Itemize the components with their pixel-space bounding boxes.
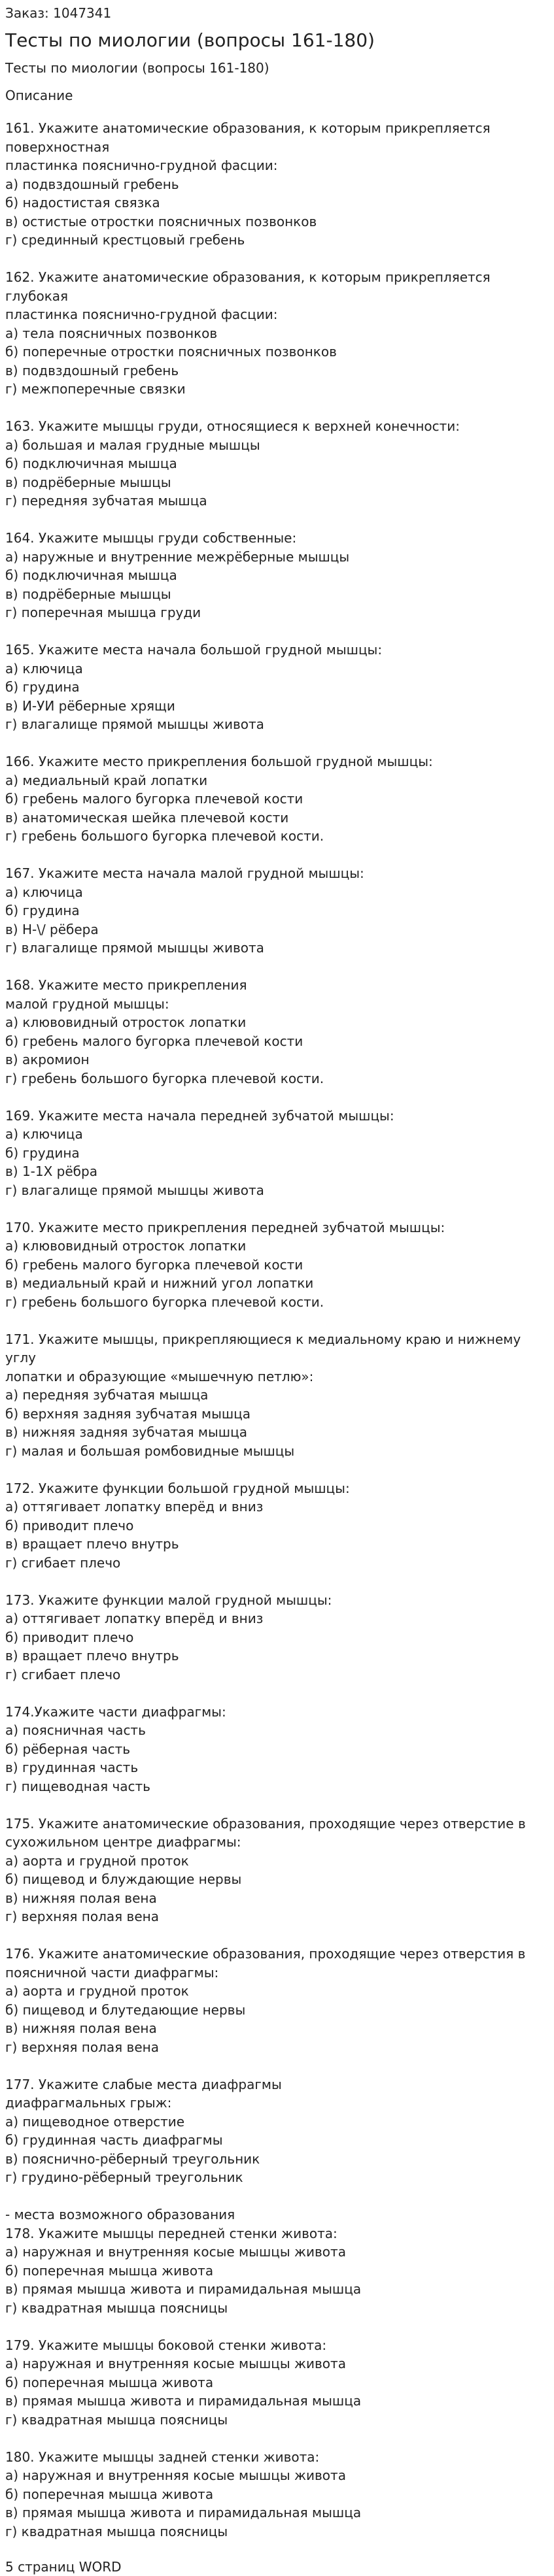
- description-heading: Описание: [5, 88, 73, 103]
- page-title: Тесты по миологии (вопросы 161-180): [5, 29, 375, 51]
- page-count-note: 5 страниц WORD: [5, 2559, 122, 2575]
- order-number: Заказ: 1047341: [5, 5, 112, 21]
- questions-text: 161. Укажите анатомические образования, к которым прикрепляется поверхностная пластинка пояснично-грудной фасции: а) подвздошный гребень б) надостистая связка в) остистые отростки поясничных позвонков г) срединный крестцовый гребень 162. Укажите анатомические образования, к которым прикрепляется глубокая пластинка пояснично-грудной фасции: а) тела поясничных позвонков б) поперечные отростки поясничных позвонков в) подвздошный гребень г) межпоперечные связки 163. Укажите мышцы груди, относящиеся к верхней конечности: а) большая и малая грудные мышцы б) подключичная мышца в) подрёберные мышцы г) передняя зубчатая мышца 164. Укажите мышцы груди собственные: а) наружные и внутренние межрёберные мышцы б) подключичная мышца в) подрёберные мышцы г) поперечная мышца груди 165. Укажите места начала большой грудной мышцы: а) ключица б) грудина в) И-УИ рёберные хрящи г) влагалище прямой мышцы живота 166. Укажите место прикрепления большой грудной мышцы: а) медиальный край лопатки б) гребень малого бугорка плечевой кости в) анатомическая шейка плечевой кости г) гребень большого бугорка плечевой кости. 167. Укажите места начала малой грудной мышцы: а) ключица б) грудина в) Н-\/ рёбера г) влагалище прямой мышцы живота 168. Укажите место прикрепления малой грудной мышцы: а) клювовидный отросток лопатки б) гребень малого бугорка плечевой кости в) акромион г) гребень большого бугорка плечевой кости. 169. Укажите места начала передней зубчатой мышцы: а) ключица б) грудина в) 1-1Х рёбра г) влагалище прямой мышцы живота 170. Укажите место прикрепления передней зубчатой мышцы: а) клювовидный отросток лопатки б) гребень малого бугорка плечевой кости в) медиальный край и нижний угол лопатки г) гребень большого бугорка плечевой кости. 171. Укажите мышцы, прикрепляющиеся к медиальному краю и нижнему углу лопатки и образующие «мышечную петлю»: а) передняя зубчатая мышца б) верхняя задняя зубчатая мышца в) нижняя задняя зубчатая мышца г) малая и большая ромбовидные мышцы 172. Укажите функции большой грудной мышцы: а) оттягивает лопатку вперёд и вниз б) приводит плечо в) вращает плечо внутрь г) сгибает плечо 173. Укажите функции малой грудной мышцы: а) оттягивает лопатку вперёд и вниз б) приводит плечо в) вращает плечо внутрь г) сгибает плечо 174.Укажите части диафрагмы: а) поясничная часть б) рёберная часть в) грудинная часть г) пищеводная часть 175. Укажите анатомические образования, проходящие через отверстие в сухожильном центре диафрагмы: а) аорта и грудной проток б) пищевод и блуждающие нервы в) нижняя полая вена г) верхняя полая вена 176. Укажите анатомические образования, проходящие через отверстия в поясничной части диафрагмы: а) аорта и грудной проток б) пищевод и блутедающие нервы в) нижняя полая вена г) верхняя полая вена 177. Укажите слабые места диафрагмы диафрагмальных грыж: а) пищеводное отверстие б) грудинная часть диафрагмы в) пояснично-рёберный треугольник г) грудино-рёберный треугольник - места возможного образования 178. Укажите мышцы передней стенки живота: а) наружная и внутренняя косые мышцы живота б) поперечная мышца живота в) прямая мышца живота и пирамидальная мышца г) квадратная мышца поясницы 179. Укажите мышцы боковой стенки живота: а) наружная и внутренняя косые мышцы живота б) поперечная мышца живота в) прямая мышца живота и пирамидальная мышца г) квадратная мышца поясницы 180. Укажите мышцы задней стенки живота: а) наружная и внутренняя косые мышцы живота б) поперечная мышца живота в) прямая мышца живота и пирамидальная мышца г) квадратная мышца поясницы: [5, 120, 526, 2539]
- document-subtitle: Тесты по миологии (вопросы 161-180): [5, 60, 269, 76]
